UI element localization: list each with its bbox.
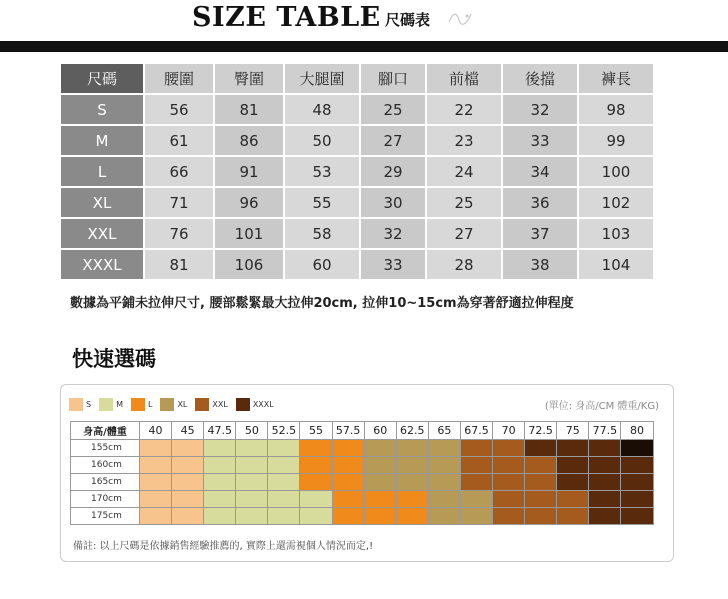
grid-cell [621,491,653,508]
grid-cell [428,491,460,508]
header-divider [0,41,728,52]
table-row [61,218,654,249]
grid-cell [236,491,268,508]
weight-label: 40 [140,422,172,440]
grid-cell [204,440,236,457]
grid-cell [525,457,557,474]
legend-label: S [86,399,92,409]
table-cell: 66 [144,156,214,187]
weight-label: 80 [621,422,653,440]
grid-cell [525,491,557,508]
weight-label: 70 [493,422,525,440]
column-header: 腰圍 [144,64,214,94]
grid-corner-label: 身高/體重 [71,422,140,440]
grid-row [71,440,654,457]
table-cell: 81 [144,249,214,280]
grid-cell [428,457,460,474]
size-label: M [61,125,144,156]
table-cell: 98 [578,94,654,125]
grid-cell [364,457,396,474]
height-label: 165cm [71,474,140,491]
table-cell: 25 [426,187,502,218]
grid-cell [557,457,589,474]
legend-item [131,398,152,411]
height-weight-grid [70,421,654,525]
weight-label: 77.5 [589,422,621,440]
grid-cell [268,457,300,474]
table-cell: 102 [578,187,654,218]
grid-cell [493,457,525,474]
table-cell: 55 [284,187,360,218]
size-label: L [61,156,144,187]
table-cell: 58 [284,218,360,249]
grid-cell [364,508,396,525]
table-row [61,249,654,280]
legend-swatch [195,398,209,411]
grid-cell [589,457,621,474]
grid-cell [525,508,557,525]
legend-item [195,398,227,411]
grid-cell [621,474,653,491]
grid-cell [140,491,172,508]
table-cell: 34 [502,156,578,187]
height-label: 170cm [71,491,140,508]
measurement-note: 數據為平鋪未拉伸尺寸, 腰部鬆緊最大拉伸20cm, 拉伸10~15cm為穿著舒適拉伸程度 [70,296,574,311]
weight-label: 62.5 [396,422,428,440]
legend-label: L [147,399,153,409]
table-cell: 76 [144,218,214,249]
grid-cell [300,440,332,457]
size-table [61,64,655,281]
grid-cell [428,508,460,525]
table-cell: 29 [360,156,426,187]
grid-cell [268,440,300,457]
grid-cell [460,491,492,508]
grid-header-row [71,422,654,440]
grid-cell [428,474,460,491]
table-cell: 100 [578,156,654,187]
weight-label: 72.5 [525,422,557,440]
column-header: 臀圍 [214,64,284,94]
legend-swatch [99,398,113,411]
size-label: XL [61,187,144,218]
table-row [61,125,654,156]
table-cell: 86 [214,125,284,156]
grid-cell [589,440,621,457]
table-cell: 32 [502,94,578,125]
table-cell: 60 [284,249,360,280]
grid-cell [236,508,268,525]
table-cell: 91 [214,156,284,187]
grid-cell [621,440,653,457]
column-header: 尺碼 [61,64,144,94]
table-cell: 30 [360,187,426,218]
grid-cell [332,508,364,525]
quick-select-title: 快速選碼 [72,347,156,371]
weight-label: 52.5 [268,422,300,440]
grid-cell [589,508,621,525]
weight-label: 67.5 [460,422,492,440]
legend-item [160,398,187,411]
table-cell: 48 [284,94,360,125]
table-cell: 53 [284,156,360,187]
weight-label: 57.5 [332,422,364,440]
table-cell: 33 [360,249,426,280]
grid-cell [300,491,332,508]
grid-cell [493,491,525,508]
grid-cell [204,491,236,508]
weight-label: 50 [236,422,268,440]
table-cell: 27 [360,125,426,156]
header [0,0,728,40]
grid-cell [460,440,492,457]
grid-cell [493,474,525,491]
column-header: 後擋 [502,64,578,94]
quick-select-panel [60,384,674,562]
grid-cell [332,440,364,457]
grid-cell [332,457,364,474]
size-label: S [61,94,144,125]
grid-cell [140,440,172,457]
table-cell: 71 [144,187,214,218]
table-cell: 33 [502,125,578,156]
grid-cell [621,508,653,525]
weight-label: 60 [364,422,396,440]
units-label: (單位: 身高/CM 體重/KG) [544,401,659,412]
grid-cell [140,508,172,525]
column-header: 前檔 [426,64,502,94]
weight-label: 47.5 [204,422,236,440]
table-cell: 37 [502,218,578,249]
legend-swatch [69,398,83,411]
brand-logo [447,10,473,26]
legend-label: XL [177,399,188,409]
table-cell: 61 [144,125,214,156]
table-row [61,94,654,125]
table-cell: 104 [578,249,654,280]
grid-row [71,474,654,491]
table-cell: 50 [284,125,360,156]
table-cell: 96 [214,187,284,218]
grid-cell [396,440,428,457]
grid-cell [460,474,492,491]
grid-cell [460,508,492,525]
brand-logo-icon [447,10,473,26]
column-header: 腳口 [360,64,426,94]
grid-cell [172,440,204,457]
grid-cell [396,457,428,474]
grid-cell [396,474,428,491]
table-cell: 27 [426,218,502,249]
table-cell: 36 [502,187,578,218]
grid-cell [172,457,204,474]
grid-cell [332,491,364,508]
table-cell: 28 [426,249,502,280]
grid-cell [428,440,460,457]
legend-swatch [236,398,250,411]
table-cell: 56 [144,94,214,125]
grid-cell [204,457,236,474]
table-cell: 99 [578,125,654,156]
grid-cell [589,491,621,508]
legend-label: M [116,399,123,409]
legend-swatch [160,398,174,411]
table-cell: 24 [426,156,502,187]
grid-cell [268,474,300,491]
grid-cell [268,491,300,508]
grid-cell [236,440,268,457]
size-table-header [61,64,654,94]
grid-cell [204,474,236,491]
weight-label: 65 [428,422,460,440]
grid-row [71,491,654,508]
grid-cell [364,491,396,508]
grid-cell [525,474,557,491]
grid-cell [557,474,589,491]
grid-cell [396,491,428,508]
grid-cell [268,508,300,525]
legend-item [69,398,91,411]
page-title: SIZE TABLE [192,2,381,33]
table-cell: 81 [214,94,284,125]
grid-cell [589,474,621,491]
grid-cell [525,440,557,457]
weight-label: 75 [557,422,589,440]
grid-cell [332,474,364,491]
grid-cell [364,474,396,491]
grid-cell [557,440,589,457]
table-cell: 32 [360,218,426,249]
grid-cell [140,474,172,491]
grid-cell [172,474,204,491]
legend-item [236,398,274,411]
table-cell: 106 [214,249,284,280]
size-label: XXL [61,218,144,249]
grid-cell [300,457,332,474]
grid-cell [493,440,525,457]
grid-cell [300,474,332,491]
grid-cell [460,457,492,474]
grid-cell [396,508,428,525]
table-row [61,156,654,187]
grid-cell [140,457,172,474]
weight-label: 55 [300,422,332,440]
height-label: 155cm [71,440,140,457]
table-cell: 23 [426,125,502,156]
page-subtitle: 尺碼表 [385,11,431,29]
remark: 備註: 以上尺碼是依據銷售經驗推薦的, 實際上還需視個人情況而定,! [73,541,374,552]
grid-cell [172,491,204,508]
grid-row [71,457,654,474]
size-label: XXXL [61,249,144,280]
grid-cell [236,474,268,491]
legend-label: XXL [212,399,228,409]
table-cell: 101 [214,218,284,249]
height-label: 160cm [71,457,140,474]
table-cell: 22 [426,94,502,125]
table-cell: 103 [578,218,654,249]
table-cell: 25 [360,94,426,125]
grid-cell [621,457,653,474]
legend-item [99,398,123,411]
legend-swatch [131,398,145,411]
legend-label: XXXL [252,399,274,409]
grid-row [71,508,654,525]
table-row [61,187,654,218]
height-label: 175cm [71,508,140,525]
column-header: 褲長 [578,64,654,94]
weight-label: 45 [172,422,204,440]
grid-cell [300,508,332,525]
grid-cell [493,508,525,525]
grid-cell [204,508,236,525]
grid-cell [364,440,396,457]
grid-cell [172,508,204,525]
column-header: 大腿圍 [284,64,360,94]
size-legend [69,397,282,411]
grid-cell [557,491,589,508]
grid-cell [236,457,268,474]
grid-cell [557,508,589,525]
table-cell: 38 [502,249,578,280]
